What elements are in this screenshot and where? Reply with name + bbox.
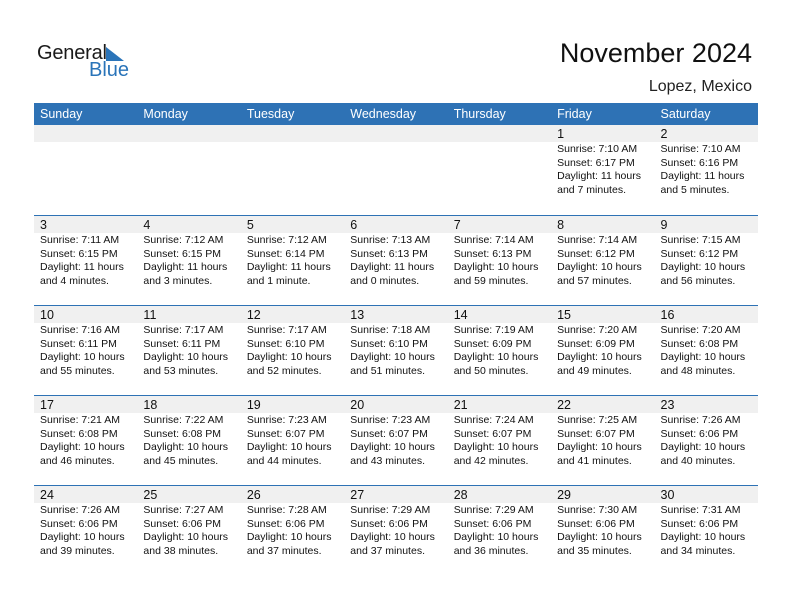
day-cell	[34, 486, 137, 575]
sunset-text: Sunset: 6:10 PM	[246, 337, 325, 350]
day-number: 25	[137, 486, 240, 503]
day-number: 24	[34, 486, 137, 503]
day-info	[137, 413, 240, 468]
day-number	[34, 125, 137, 142]
day-number: 10	[34, 306, 137, 323]
sunrise-text: Sunrise: 7:20 AM	[557, 324, 638, 336]
daylight-minutes-text: and 38 minutes.	[143, 544, 219, 557]
day-number	[448, 125, 551, 142]
day-cell	[655, 486, 758, 575]
daylight-text: Daylight: 10 hours	[350, 351, 435, 364]
sunset-text: Sunset: 6:06 PM	[660, 427, 739, 440]
sunrise-text: Sunrise: 7:16 AM	[40, 324, 120, 336]
day-info	[241, 233, 344, 288]
sunrise-text: Sunrise: 7:29 AM	[350, 504, 431, 516]
day-number: 11	[137, 306, 240, 323]
empty-day-cell	[241, 125, 344, 215]
day-number: 13	[344, 306, 447, 323]
daylight-text: Daylight: 11 hours	[246, 261, 331, 274]
sunset-text: Sunset: 6:13 PM	[350, 247, 428, 260]
sunrise-text: Sunrise: 7:21 AM	[40, 414, 120, 426]
sunset-text: Sunset: 6:06 PM	[40, 517, 118, 530]
daylight-text: Daylight: 10 hours	[246, 351, 332, 364]
daylight-minutes-text: and 45 minutes.	[143, 454, 219, 467]
day-info	[655, 233, 758, 288]
day-number: 9	[655, 216, 758, 233]
daylight-minutes-text: and 56 minutes.	[660, 274, 736, 287]
sunrise-text: Sunrise: 7:20 AM	[660, 324, 741, 336]
day-cell	[551, 306, 654, 395]
day-number: 12	[241, 306, 344, 323]
week-row	[34, 395, 758, 485]
day-cell	[448, 306, 551, 395]
daylight-minutes-text: and 57 minutes.	[557, 274, 632, 287]
day-info	[34, 413, 137, 468]
day-info	[344, 323, 447, 378]
daylight-text: Daylight: 10 hours	[557, 261, 642, 274]
day-cell	[344, 396, 447, 485]
day-info	[448, 142, 551, 143]
daylight-minutes-text: and 40 minutes.	[660, 454, 736, 467]
daylight-text: Daylight: 10 hours	[143, 531, 229, 544]
day-info	[551, 413, 654, 468]
sunset-text: Sunset: 6:16 PM	[660, 156, 739, 169]
daylight-minutes-text: and 44 minutes.	[246, 454, 322, 467]
sunrise-text: Sunrise: 7:11 AM	[40, 234, 120, 246]
sunset-text: Sunset: 6:06 PM	[143, 517, 222, 530]
sunrise-text: Sunrise: 7:13 AM	[350, 234, 431, 246]
day-info	[448, 323, 551, 378]
daylight-minutes-text: and 3 minutes.	[143, 274, 213, 287]
sunrise-text: Sunrise: 7:17 AM	[143, 324, 224, 336]
day-info	[34, 503, 137, 558]
weekday-wednesday: Wednesday	[350, 107, 417, 121]
day-cell	[34, 396, 137, 485]
sunrise-text: Sunrise: 7:22 AM	[143, 414, 224, 426]
day-number: 15	[551, 306, 654, 323]
empty-day-cell	[448, 125, 551, 215]
sunrise-text: Sunrise: 7:31 AM	[660, 504, 741, 516]
daylight-text: Daylight: 10 hours	[453, 531, 539, 544]
day-info	[241, 142, 344, 143]
daylight-text: Daylight: 10 hours	[557, 531, 642, 544]
weekday-friday: Friday	[557, 107, 592, 121]
daylight-minutes-text: and 5 minutes.	[660, 183, 730, 196]
empty-day-cell	[344, 125, 447, 215]
sunrise-text: Sunrise: 7:28 AM	[246, 504, 327, 516]
daylight-text: Daylight: 10 hours	[40, 351, 125, 364]
day-number: 18	[137, 396, 240, 413]
daylight-minutes-text: and 0 minutes.	[350, 274, 420, 287]
day-cell	[241, 486, 344, 575]
calendar-grid	[34, 103, 758, 575]
day-cell	[551, 396, 654, 485]
page-title: November 2024	[559, 38, 752, 68]
sunrise-text: Sunrise: 7:18 AM	[350, 324, 431, 336]
sunset-text: Sunset: 6:11 PM	[143, 337, 221, 350]
day-number	[241, 125, 344, 142]
daylight-text: Daylight: 10 hours	[660, 261, 746, 274]
day-cell	[448, 216, 551, 305]
sunrise-text: Sunrise: 7:23 AM	[246, 414, 327, 426]
day-number: 27	[344, 486, 447, 503]
sunset-text: Sunset: 6:15 PM	[143, 247, 222, 260]
sunrise-text: Sunrise: 7:14 AM	[557, 234, 638, 246]
sunrise-text: Sunrise: 7:10 AM	[557, 143, 638, 155]
day-info	[241, 413, 344, 468]
sunset-text: Sunset: 6:12 PM	[660, 247, 739, 260]
sunrise-text: Sunrise: 7:10 AM	[660, 143, 741, 155]
daylight-minutes-text: and 7 minutes.	[557, 183, 626, 196]
day-info	[34, 233, 137, 288]
daylight-minutes-text: and 39 minutes.	[40, 544, 115, 557]
day-number: 6	[344, 216, 447, 233]
day-number: 26	[241, 486, 344, 503]
daylight-minutes-text: and 36 minutes.	[453, 544, 529, 557]
daylight-minutes-text: and 43 minutes.	[350, 454, 425, 467]
sunrise-text: Sunrise: 7:23 AM	[350, 414, 431, 426]
day-number: 29	[551, 486, 654, 503]
sunset-text: Sunset: 6:13 PM	[453, 247, 532, 260]
sunrise-text: Sunrise: 7:26 AM	[660, 414, 741, 426]
day-cell	[448, 486, 551, 575]
daylight-text: Daylight: 10 hours	[557, 351, 642, 364]
day-number: 17	[34, 396, 137, 413]
sunset-text: Sunset: 6:08 PM	[143, 427, 222, 440]
day-number: 21	[448, 396, 551, 413]
day-number: 30	[655, 486, 758, 503]
day-info	[655, 142, 758, 197]
day-cell	[241, 396, 344, 485]
day-info	[551, 323, 654, 378]
sunset-text: Sunset: 6:14 PM	[246, 247, 325, 260]
sunset-text: Sunset: 6:15 PM	[40, 247, 118, 260]
daylight-text: Daylight: 10 hours	[453, 261, 539, 274]
daylight-minutes-text: and 1 minute.	[246, 274, 311, 287]
day-cell	[655, 396, 758, 485]
day-cell	[344, 216, 447, 305]
day-cell	[137, 396, 240, 485]
sunrise-text: Sunrise: 7:27 AM	[143, 504, 224, 516]
day-cell	[241, 216, 344, 305]
daylight-minutes-text: and 53 minutes.	[143, 364, 219, 377]
day-number: 23	[655, 396, 758, 413]
logo-text-blue: Blue	[89, 59, 130, 81]
day-number: 8	[551, 216, 654, 233]
generalblue-logo	[37, 42, 137, 82]
day-info	[448, 503, 551, 558]
daylight-minutes-text: and 37 minutes.	[350, 544, 425, 557]
day-number	[137, 125, 240, 142]
sunset-text: Sunset: 6:07 PM	[246, 427, 325, 440]
sunset-text: Sunset: 6:06 PM	[246, 517, 325, 530]
day-cell	[344, 486, 447, 575]
day-number: 1	[551, 125, 654, 142]
day-info	[448, 413, 551, 468]
daylight-text: Daylight: 11 hours	[660, 170, 745, 183]
day-cell	[655, 216, 758, 305]
day-cell	[655, 125, 758, 215]
daylight-minutes-text: and 59 minutes.	[453, 274, 529, 287]
sunset-text: Sunset: 6:08 PM	[660, 337, 739, 350]
sunset-text: Sunset: 6:06 PM	[350, 517, 428, 530]
week-row	[34, 215, 758, 305]
day-info	[241, 323, 344, 378]
daylight-minutes-text: and 35 minutes.	[557, 544, 632, 557]
day-number: 4	[137, 216, 240, 233]
day-info	[551, 233, 654, 288]
daylight-text: Daylight: 10 hours	[453, 351, 539, 364]
day-cell	[551, 125, 654, 215]
sunset-text: Sunset: 6:08 PM	[40, 427, 118, 440]
daylight-minutes-text: and 42 minutes.	[453, 454, 529, 467]
day-cell	[655, 306, 758, 395]
day-number: 3	[34, 216, 137, 233]
day-number: 5	[241, 216, 344, 233]
daylight-minutes-text: and 34 minutes.	[660, 544, 736, 557]
day-number: 2	[655, 125, 758, 142]
daylight-text: Daylight: 10 hours	[350, 441, 435, 454]
day-info	[655, 413, 758, 468]
daylight-minutes-text: and 49 minutes.	[557, 364, 632, 377]
day-number: 19	[241, 396, 344, 413]
day-cell	[137, 216, 240, 305]
week-row	[34, 125, 758, 215]
day-cell	[34, 306, 137, 395]
day-number: 16	[655, 306, 758, 323]
empty-day-cell	[137, 125, 240, 215]
daylight-text: Daylight: 10 hours	[660, 351, 746, 364]
sunset-text: Sunset: 6:17 PM	[557, 156, 635, 169]
sunrise-text: Sunrise: 7:26 AM	[40, 504, 120, 516]
daylight-minutes-text: and 41 minutes.	[557, 454, 632, 467]
day-number: 22	[551, 396, 654, 413]
day-number: 28	[448, 486, 551, 503]
daylight-minutes-text: and 37 minutes.	[246, 544, 322, 557]
day-cell	[137, 486, 240, 575]
daylight-text: Daylight: 10 hours	[453, 441, 539, 454]
daylight-text: Daylight: 10 hours	[350, 531, 435, 544]
day-info	[137, 142, 240, 143]
daylight-text: Daylight: 10 hours	[246, 441, 332, 454]
day-info	[344, 413, 447, 468]
day-cell	[448, 396, 551, 485]
daylight-minutes-text: and 51 minutes.	[350, 364, 425, 377]
day-number: 7	[448, 216, 551, 233]
day-cell	[137, 306, 240, 395]
daylight-text: Daylight: 10 hours	[246, 531, 332, 544]
day-info	[551, 503, 654, 558]
weekday-monday: Monday	[143, 107, 188, 121]
sunset-text: Sunset: 6:06 PM	[660, 517, 739, 530]
location-subtitle: Lopez, Mexico	[648, 78, 752, 95]
day-info	[344, 233, 447, 288]
daylight-minutes-text: and 55 minutes.	[40, 364, 115, 377]
sunset-text: Sunset: 6:09 PM	[453, 337, 532, 350]
daylight-text: Daylight: 11 hours	[40, 261, 124, 274]
day-cell	[551, 486, 654, 575]
sunset-text: Sunset: 6:07 PM	[453, 427, 532, 440]
sunrise-text: Sunrise: 7:15 AM	[660, 234, 741, 246]
sunset-text: Sunset: 6:06 PM	[557, 517, 635, 530]
logo-text-general: General	[37, 42, 107, 64]
day-info	[137, 323, 240, 378]
weekday-thursday: Thursday	[453, 107, 506, 121]
sunrise-text: Sunrise: 7:17 AM	[246, 324, 327, 336]
daylight-text: Daylight: 10 hours	[143, 441, 229, 454]
weekday-saturday: Saturday	[660, 107, 711, 121]
weekday-tuesday: Tuesday	[246, 107, 295, 121]
sunrise-text: Sunrise: 7:19 AM	[453, 324, 534, 336]
daylight-text: Daylight: 10 hours	[40, 531, 125, 544]
sunrise-text: Sunrise: 7:12 AM	[143, 234, 224, 246]
daylight-text: Daylight: 10 hours	[660, 531, 746, 544]
empty-day-cell	[34, 125, 137, 215]
daylight-minutes-text: and 4 minutes.	[40, 274, 109, 287]
week-row	[34, 485, 758, 575]
day-cell	[551, 216, 654, 305]
daylight-text: Daylight: 10 hours	[660, 441, 746, 454]
daylight-minutes-text: and 48 minutes.	[660, 364, 736, 377]
sunrise-text: Sunrise: 7:14 AM	[453, 234, 534, 246]
day-number: 14	[448, 306, 551, 323]
sunrise-text: Sunrise: 7:29 AM	[453, 504, 534, 516]
day-cell	[241, 306, 344, 395]
weekday-sunday: Sunday	[40, 107, 83, 121]
sunset-text: Sunset: 6:10 PM	[350, 337, 428, 350]
sunrise-text: Sunrise: 7:25 AM	[557, 414, 638, 426]
day-info	[448, 233, 551, 288]
daylight-text: Daylight: 10 hours	[557, 441, 642, 454]
day-info	[137, 503, 240, 558]
sunset-text: Sunset: 6:07 PM	[350, 427, 428, 440]
sunset-text: Sunset: 6:11 PM	[40, 337, 117, 350]
day-info	[655, 323, 758, 378]
sunrise-text: Sunrise: 7:12 AM	[246, 234, 327, 246]
daylight-text: Daylight: 11 hours	[350, 261, 435, 274]
daylight-minutes-text: and 52 minutes.	[246, 364, 322, 377]
daylight-minutes-text: and 46 minutes.	[40, 454, 115, 467]
day-number: 20	[344, 396, 447, 413]
day-info	[34, 323, 137, 378]
day-number	[344, 125, 447, 142]
day-info	[344, 503, 447, 558]
weekday-header-row	[34, 103, 758, 125]
day-info	[34, 142, 137, 143]
day-info	[551, 142, 654, 197]
day-cell	[344, 306, 447, 395]
week-row	[34, 305, 758, 395]
sunset-text: Sunset: 6:07 PM	[557, 427, 635, 440]
day-info	[241, 503, 344, 558]
sunrise-text: Sunrise: 7:30 AM	[557, 504, 638, 516]
daylight-text: Daylight: 11 hours	[557, 170, 641, 183]
sunset-text: Sunset: 6:09 PM	[557, 337, 635, 350]
sunrise-text: Sunrise: 7:24 AM	[453, 414, 534, 426]
sunset-text: Sunset: 6:06 PM	[453, 517, 532, 530]
daylight-text: Daylight: 11 hours	[143, 261, 228, 274]
daylight-text: Daylight: 10 hours	[40, 441, 125, 454]
daylight-minutes-text: and 50 minutes.	[453, 364, 529, 377]
sunset-text: Sunset: 6:12 PM	[557, 247, 635, 260]
weeks-container	[34, 125, 758, 575]
day-info	[137, 233, 240, 288]
day-cell	[34, 216, 137, 305]
day-info	[655, 503, 758, 558]
day-info	[344, 142, 447, 143]
daylight-text: Daylight: 10 hours	[143, 351, 229, 364]
